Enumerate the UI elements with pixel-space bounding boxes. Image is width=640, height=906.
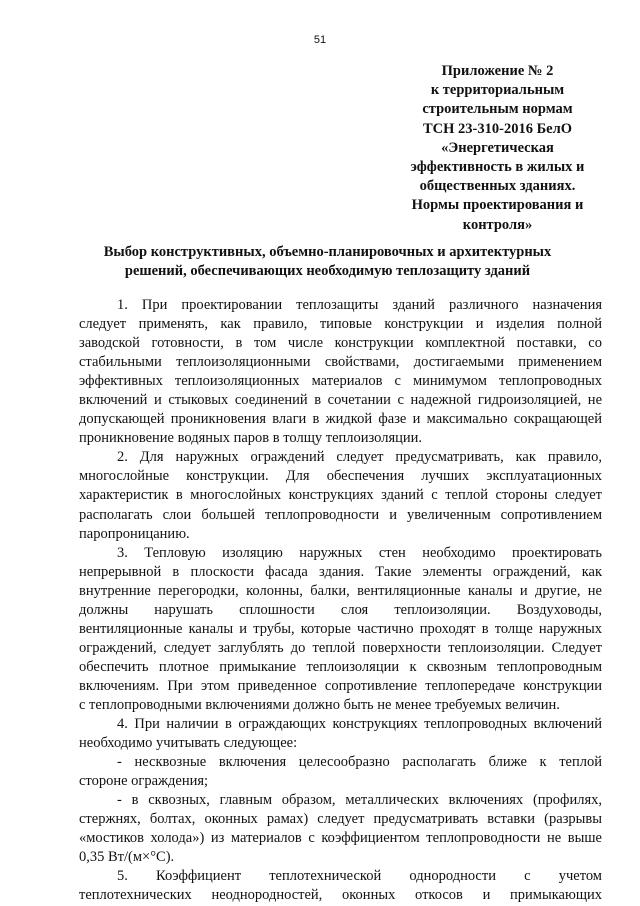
appendix-line: эффективность в жилых и (410, 159, 585, 176)
heading-line: Выбор конструктивных, объемно-планировочных и архитектурных (103, 244, 552, 260)
body-line: - в сквозных, главным образом, металлических включениях (профилях, (117, 792, 602, 809)
body-line: допускающей проникновения влаги в жидкой фазе и максимально сокращающей (79, 411, 602, 428)
body-line: обеспечить плотное примыкание теплоизоляции к сквозным теплопроводным (79, 658, 602, 675)
body-line: «мостиков холода») из материалов с коэффициентом теплопроводности не выше (79, 830, 602, 847)
appendix-line: ТСН 23-310-2016 БелО (422, 120, 572, 137)
body-line: стороне ограждения; (79, 773, 209, 790)
body-line: ограждений, следует заглублять до теплой поверхности теплоизоляции. Следует (79, 639, 602, 656)
body-line: многослойные конструкции. Для обеспечения лучших эксплуатационных (79, 468, 602, 485)
appendix-line: к территориальным (430, 82, 565, 99)
body-line: 4. При наличии в ограждающих конструкциях теплопроводных включений (117, 716, 602, 733)
body-line: 5. Коэффициент теплотехнической однородности с учетом (117, 868, 602, 885)
appendix-line: общественных зданиях. (419, 178, 576, 195)
body-line: эффективных теплоизоляционных материалов с минимумом теплопроводных (79, 373, 602, 390)
body-line: заводской готовности, в том числе конструкции комплектной поставки, со (79, 335, 602, 352)
body-line: 2. Для наружных ограждений следует предусматривать, как правило, (117, 449, 602, 466)
body-line: характеристик в многослойных конструкциях зданий с теплой стороны следует (79, 487, 602, 504)
body-line: должны нарушать сплошности слоя теплоизоляции. Воздуховоды, (79, 601, 602, 618)
body-line: 0,35 Вт/(м×°С). (79, 849, 175, 866)
appendix-line: «Энергетическая (441, 139, 554, 156)
body-line: располагать слои большей теплопроводности и увеличенным сопротивлением (79, 506, 602, 523)
body-line: включениям. При этом приведенное сопротивление теплопередаче конструкции (79, 677, 602, 694)
appendix-line: Нормы проектирования и (411, 197, 584, 214)
body-line: следует применять, как правило, типовые конструкции и изделия полной (79, 316, 602, 333)
body-line: паропроницанию. (79, 525, 190, 542)
body-line: 1. При проектировании теплозащиты зданий различного назначения (117, 297, 602, 313)
appendix-line: контроля» (462, 216, 533, 233)
body-line: внутренние перегородки, колонны, балки, вентиляционные каналы и другие, не (79, 582, 602, 599)
appendix-block (395, 62, 600, 235)
body-line: стержнях, болтах, оконных рамах) следует предусматривать вставки (разрывы (79, 811, 602, 828)
body-line: вентиляционные каналы и трубы, которые частично проходят в толще наружных (79, 620, 602, 637)
body-line: - несквозные включения целесообразно располагать ближе к теплой (117, 754, 602, 771)
body-line: 3. Тепловую изоляцию наружных стен необходимо проектировать (117, 544, 602, 561)
body-line: стабильными теплоизоляционными свойствами, достигаемыми применением (79, 354, 602, 371)
body-text (79, 296, 602, 906)
body-line: с теплопроводными включениями должно быть не менее требуемых величин. (79, 696, 560, 713)
body-line: проникновение водяных паров в толщу теплоизоляции. (79, 430, 423, 447)
body-line: необходимо учитывать следующее: (79, 735, 298, 752)
page-number: 51 (313, 34, 327, 46)
section-heading (70, 243, 585, 281)
body-line: включений и стыковых соединений в сочетании с надежной гидроизоляцией, не (79, 392, 602, 409)
body-line: непрерывной в плоскости фасада здания. Такие элементы ограждений, как (79, 563, 602, 580)
appendix-line: Приложение № 2 (441, 63, 554, 79)
appendix-line: строительным нормам (422, 101, 573, 118)
heading-line: решений, обеспечивающих необходимую теплозащиту зданий (124, 263, 531, 279)
body-line: теплотехнических неоднородностей, оконных откосов и примыкающих (79, 887, 602, 904)
